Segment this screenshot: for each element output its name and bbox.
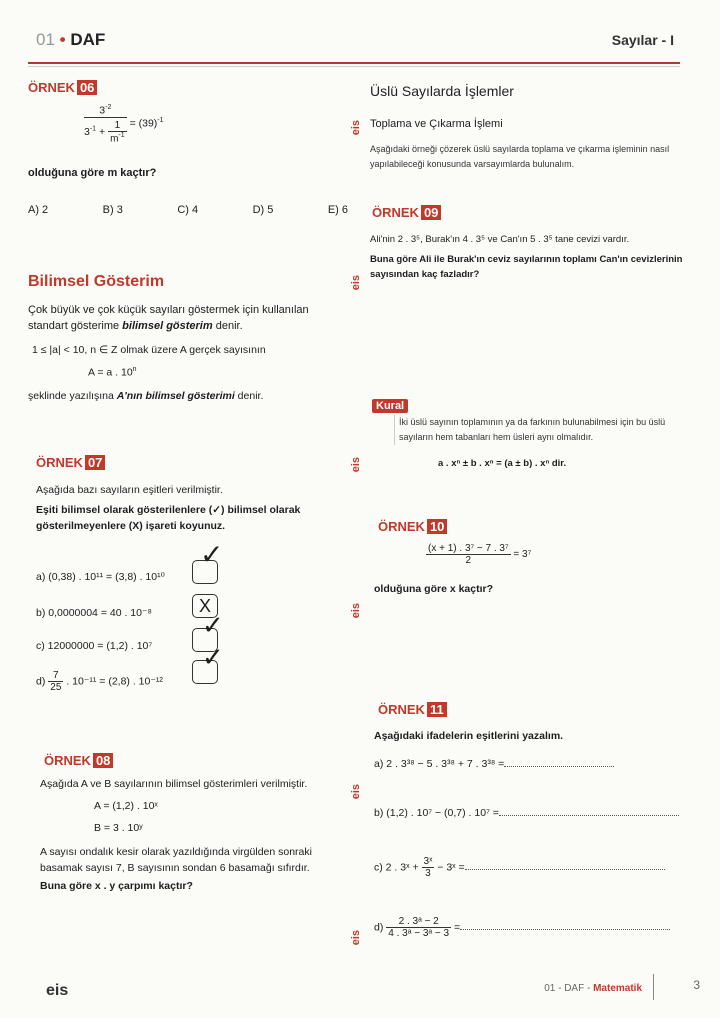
footer-divider	[653, 974, 654, 1000]
footer-text: 01 - DAF - Matematik	[544, 983, 642, 994]
chapter-title: Sayılar - I	[611, 32, 674, 48]
page-number: 3	[693, 978, 700, 992]
example-10-equation: $\frac{\text{(x + 1) . 3⁷ − 7 . 3⁷}}{2}$ = 3⁷	[428, 543, 532, 566]
example-07-item-b: b) 0,0000004 = 40 . 10⁻⁸	[36, 607, 152, 619]
example-10-question: olduğuna göre x kaçtır?	[374, 583, 494, 595]
example-08-b: B = 3 . 10ʸ	[94, 822, 143, 834]
subsection-text: Aşağıdaki örneği çözerek üslü sayılarda toplama ve çıkarma işleminin nasıl yapılabileceği konusunda varsayımlarda bulunalım.	[370, 144, 670, 169]
rule-badge: Kural	[372, 399, 408, 413]
header-rule	[28, 62, 680, 64]
example-08-a: A = (1,2) . 10ˣ	[94, 800, 158, 812]
example-11-question: Aşağıdaki ifadelerin eşitlerini yazalım.	[374, 730, 564, 742]
unit-title: DAF	[70, 30, 106, 49]
scientific-note: şeklinde yazılışına A'nın bilimsel gösterimi denir.	[28, 390, 264, 402]
example-11-b: b) (1,2) . 10⁷ − (0,7) . 10⁷ =	[374, 807, 679, 819]
option-b: B) 3	[102, 204, 123, 216]
example-08-intro: Aşağıda A ve B sayılarının bilimsel gösterimleri verilmiştir.	[40, 778, 308, 790]
check-mark-a: ✓	[200, 539, 224, 570]
example-08-question: Buna göre x . y çarpımı kaçtır?	[40, 880, 193, 892]
header-left	[36, 30, 105, 50]
option-a: A) 2	[28, 204, 49, 216]
example-06-question: olduğuna göre m kaçtır?	[28, 167, 157, 179]
example-09-text: Ali'nin 2 . 3⁵, Burak'ın 4 . 3⁵ ve Can'ın 5 . 3⁵ tane cevizi vardır.	[370, 234, 630, 245]
answer-box-b: X	[192, 594, 218, 618]
margin-logo-1: eis	[350, 120, 362, 136]
example-11-d: d) $\frac{\text{2 . 3ᵃ − 2}}{\text{4 . 3ᵃ − 3ᵃ − 3}}$ =	[374, 916, 670, 939]
example-09-label: ÖRNEK 09	[372, 205, 441, 220]
scientific-formula: A = a . 10$^n$	[88, 366, 137, 379]
section-title-operations: Üslü Sayılarda İşlemler	[370, 83, 514, 99]
check-mark-c: ✓	[202, 610, 224, 640]
example-07-item-c: c) 12000000 = (1,2) . 10⁷	[36, 640, 153, 652]
header-dot: •	[59, 30, 66, 49]
scientific-definition: Çok büyük ve çok küçük sayıları göstermek için kullanılan standart gösterime bilimsel gösterim denir.	[28, 304, 309, 332]
rule-text: İki üslü sayının toplamının ya da farkının bulunabilmesi için bu üslü sayıların hem tabanları hem üsleri aynı olmalıdır.	[394, 415, 689, 445]
subsection-title: Toplama ve Çıkarma İşlemi	[370, 118, 503, 130]
example-11-c: c) 2 . 3ˣ + $\frac{\text{3ˣ}}{3}$ − 3ˣ =	[374, 856, 665, 879]
example-08-label: ÖRNEK 08	[44, 753, 113, 768]
unit-number: 01	[36, 30, 55, 49]
example-09-question: Buna göre Ali ile Burak'ın ceviz sayılarının toplamı Can'ın cevizlerinin sayısından kaç fazladır?	[370, 254, 683, 280]
scientific-condition: 1 ≤ |a| < 10, n ∈ Z olmak üzere A gerçek sayısının	[32, 344, 266, 356]
section-title-scientific: Bilimsel Gösterim	[28, 273, 165, 290]
header-rule-thin	[28, 66, 680, 67]
example-06-label: ÖRNEK 06	[28, 80, 97, 95]
example-07-item-a: a) (0,38) . 10¹¹ = (3,8) . 10¹⁰	[36, 571, 165, 583]
rule-formula: a . xⁿ ± b . xⁿ = (a ± b) . xⁿ dir.	[438, 458, 567, 469]
margin-logo-6: eis	[350, 930, 362, 946]
option-d: D) 5	[252, 204, 274, 216]
option-e: E) 6	[327, 204, 348, 216]
example-07-item-d: d) $\frac{7}{25}$ . 10⁻¹¹ = (2,8) . 10⁻¹²	[36, 670, 163, 693]
example-11-label: ÖRNEK 11	[378, 702, 447, 717]
margin-logo-2: eis	[350, 275, 362, 291]
example-06-options	[28, 204, 348, 216]
example-07-label: ÖRNEK 07	[36, 455, 105, 470]
example-06-equation: $3^{-2}$ $3^{-1}$ + $\frac{1}{m^{-1}}$ = $(39)^{-1}$	[84, 104, 164, 144]
example-10-label: ÖRNEK 10	[378, 519, 447, 534]
margin-logo-3: eis	[350, 457, 362, 473]
example-11-a: a) 2 . 3³⁸ − 5 . 3³⁸ + 7 . 3³⁸ =	[374, 758, 614, 770]
margin-logo-5: eis	[350, 784, 362, 800]
margin-logo-4: eis	[350, 603, 362, 619]
example-07-intro: Aşağıda bazı sayıların eşitleri verilmiştir.	[36, 484, 223, 496]
check-mark-d: ✓	[202, 642, 224, 672]
example-07-instruction: Eşiti bilimsel olarak gösterilenlere (✓) bilimsel olarak gösterilmeyenlere (X) işareti koyunuz.	[36, 504, 301, 532]
option-c: C) 4	[177, 204, 199, 216]
example-08-text: A sayısı ondalık kesir olarak yazıldığında virgülden sonraki basamak sayısı 7, B sayısının sondan 6 basamağı sıfırdır.	[40, 846, 312, 874]
publisher-logo: eis	[46, 982, 69, 999]
